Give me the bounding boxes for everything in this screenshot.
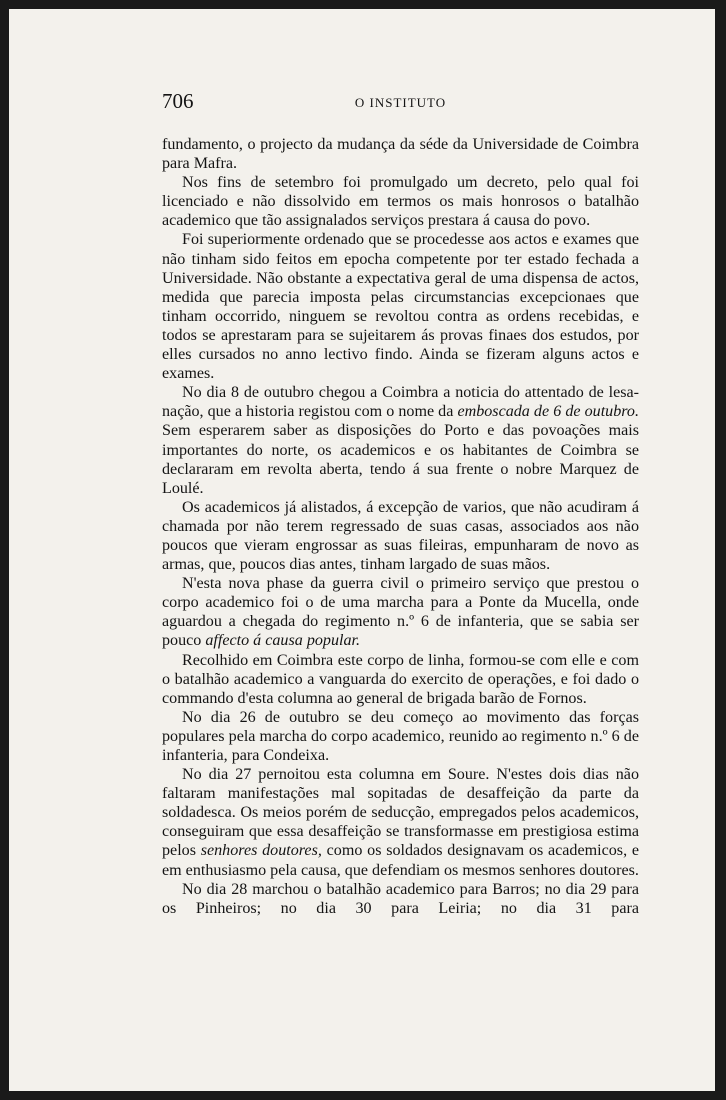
text-segment: N'esta nova phase da guerra civil o primeiro serviço que prestou o corpo academico foi o de uma marcha para a Ponte da Mucella, onde aguardou a chegada do regimento n.º 6 de infanteria, que se sabia ser pouco [162, 575, 639, 650]
body-text [162, 135, 639, 918]
text-segment: No dia 27 pernoitou esta columna em Soure. N'estes dois dias não faltaram manifestações mal sopitadas de desaffeição da parte da soldadesca. Os meios porém de seducção, empregados pelos academicos, conseguiram que essa desaffeição se transformasse em prestigiosa estima pelos [162, 766, 639, 860]
text-segment: Foi superiormente ordenado que se procedesse aos actos e exames que não tinham sido feitos em epocha competente por ter estado fechada a Universidade. Não obstante a expectativa geral de uma dispensa de actos, medida que parecia imposta pelas circumstancias excepcionaes que tinham occorrido, ninguem se revoltou contra as ordens recebidas, e todos se aprestaram para se sujeitarem ás provas finaes dos estudos, por elles cursados no anno lectivo findo. Ainda se fizeram alguns actos e exames. [162, 231, 639, 383]
text-segment: como os soldados designavam os academicos, e em enthusiasmo pela causa, que defendiam os mesmos senhores doutores. [162, 842, 639, 879]
paragraph [162, 765, 639, 880]
text-segment: No dia 26 de outubro se deu começo ao movimento das forças populares pela marcha do corpo academico, reunido ao regimento n.º 6 de infanteria, para Condeixa. [162, 708, 639, 764]
book-page [9, 9, 715, 1091]
text-segment: Os academicos já alistados, á excepção de varios, que não acudiram á chamada por não terem regressado de suas casas, associados aos não poucos que vieram engrossar as suas fileiras, empunharam de novo as armas, que, poucos dias antes, tinham largado de suas mãos. [162, 498, 639, 574]
paragraph [162, 880, 639, 918]
paragraph [162, 708, 639, 765]
paragraph [162, 230, 639, 383]
paragraph [162, 574, 639, 650]
italic-text: emboscada de 6 de outubro. [457, 403, 639, 421]
text-segment: fundamento, o projecto da mudança da séde da Universidade de Coimbra para Mafra. [162, 136, 639, 173]
text-segment: No dia 8 de outubro chegou a Coimbra a noticia do attentado de lesa-nação, que a historia registou com o nome da [162, 384, 639, 421]
italic-text: senhores doutores, [200, 842, 322, 860]
paragraph [162, 135, 639, 173]
paragraph [162, 173, 639, 230]
italic-text: affecto á causa popular. [205, 632, 361, 650]
running-title: O INSTITUTO [354, 95, 447, 110]
paragraph [162, 383, 639, 498]
page-number: 706 [162, 89, 194, 113]
paragraph [162, 651, 639, 708]
text-segment: Nos fins de setembro foi promulgado um decreto, pelo qual foi licenciado e não dissolvido em termos os mais honrosos o batalhão academico que tão assignalados serviços prestara á causa do povo. [162, 174, 639, 230]
text-segment: Recolhido em Coimbra este corpo de linha, formou-se com elle e com o batalhão academico a vanguarda do exercito de operações, e foi dado o commando d'esta columna ao general de brigada barão de Fornos. [162, 651, 639, 707]
text-segment: No dia 28 marchou o batalhão academico para Barros; no dia 29 para os Pinheiros; no dia 30 para Leiria; no dia 31 para [162, 880, 639, 917]
text-segment: Sem esperarem saber as disposições do Porto e das povoações mais importantes do norte, os academicos e os habitantes de Coimbra se declararam em revolta aberta, tendo á sua frente o nobre Marquez de Loulé. [162, 422, 639, 497]
page-header [162, 89, 639, 115]
paragraph [162, 498, 639, 574]
